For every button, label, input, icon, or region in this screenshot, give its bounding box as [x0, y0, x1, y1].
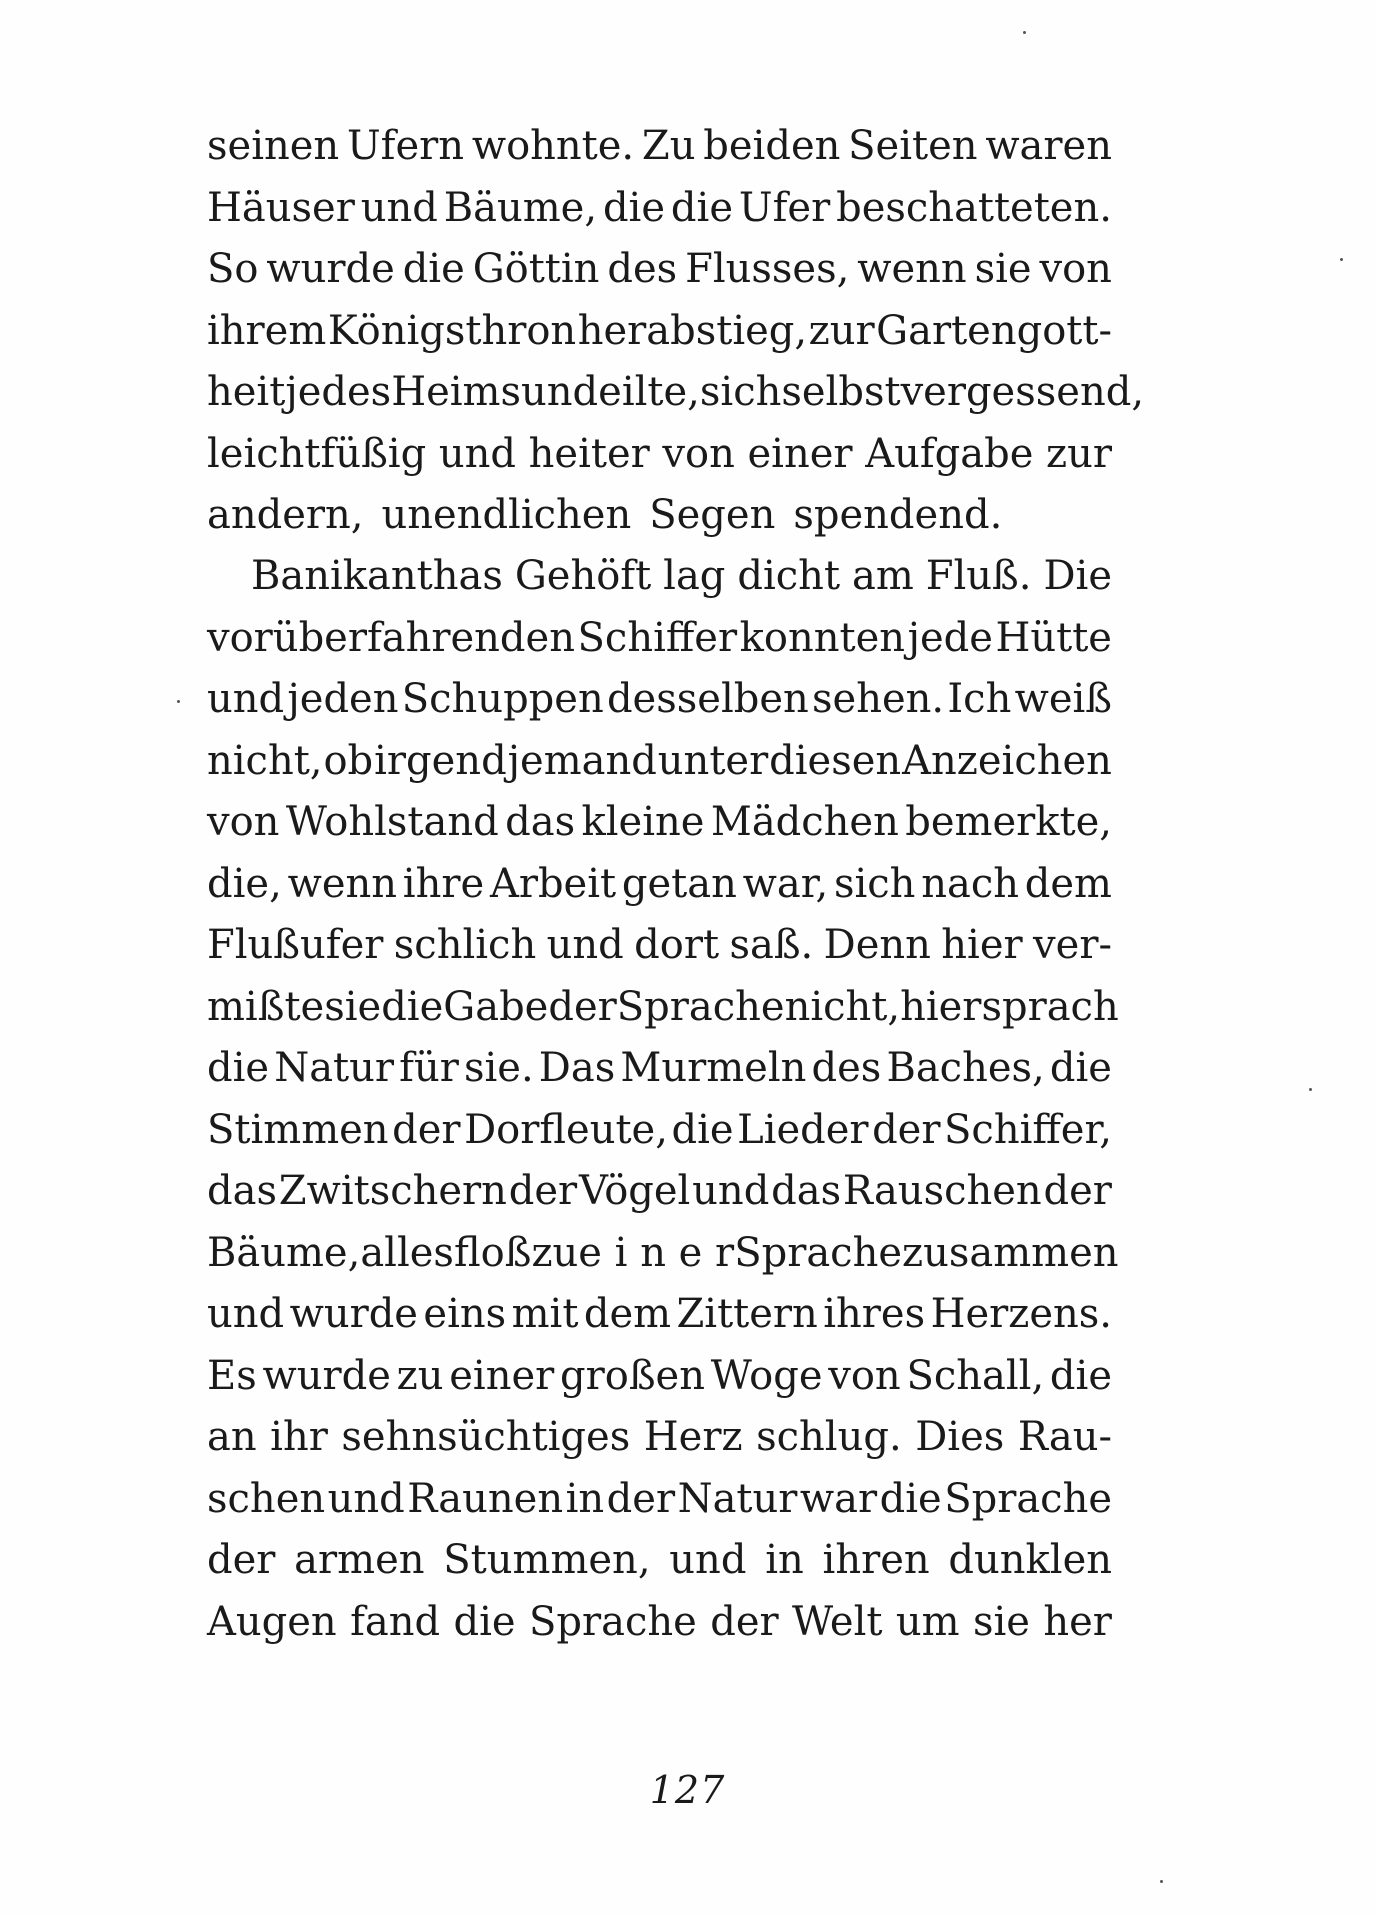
word: Ufer	[738, 184, 831, 231]
word: das	[505, 799, 576, 845]
word: sich	[699, 369, 782, 415]
word: Stummen,	[443, 1537, 651, 1583]
word: Ufern	[346, 123, 465, 169]
word: Mädchen	[710, 799, 899, 845]
text-line	[207, 424, 1112, 486]
word: in	[765, 1537, 804, 1583]
word: und	[207, 676, 285, 722]
text-line	[207, 239, 1112, 301]
word: desselben	[606, 676, 809, 722]
word: vorüberfahrenden	[207, 614, 575, 661]
word: ihre	[402, 860, 485, 907]
paper-speck-icon	[1160, 1880, 1163, 1883]
word: und	[521, 369, 599, 415]
word: Es	[207, 1352, 257, 1399]
word: ihren	[822, 1537, 930, 1583]
word: zu	[531, 1229, 579, 1276]
word: wurde	[289, 1291, 418, 1337]
word: beiden	[703, 123, 841, 169]
word: heiter	[528, 430, 650, 477]
word: die	[670, 184, 733, 231]
word: waren	[985, 123, 1112, 169]
word: floß	[453, 1229, 532, 1276]
word: und	[327, 1475, 405, 1522]
word: Ich	[947, 676, 1012, 722]
word: Gabe	[443, 983, 549, 1030]
word: unter	[657, 737, 769, 784]
word: Aufgabe	[865, 430, 1034, 477]
word: sprach	[981, 983, 1119, 1030]
word: alles	[360, 1229, 454, 1276]
word: in	[565, 1475, 605, 1522]
word: beschatteten.	[836, 184, 1112, 231]
word: zu	[396, 1352, 444, 1399]
word: jedes	[285, 369, 392, 415]
word: Murmeln	[620, 1045, 807, 1091]
word: herabstieg,	[577, 307, 808, 354]
word: Hütte	[995, 614, 1112, 661]
word: Rauschen	[842, 1168, 1042, 1214]
word: andern,	[207, 492, 364, 538]
word: dunklen	[948, 1537, 1112, 1583]
word: wurde	[266, 246, 395, 292]
word: ver-	[1033, 922, 1112, 968]
text-line	[207, 731, 1112, 793]
word: der	[508, 1168, 578, 1214]
word: Lieder	[737, 1106, 869, 1153]
word: zur	[1046, 430, 1112, 477]
text-line	[207, 792, 1112, 854]
word: und	[692, 1168, 770, 1214]
word: ihrem	[207, 307, 327, 354]
word: Rau-	[1017, 1414, 1112, 1460]
word: Vögel	[578, 1168, 691, 1214]
word: Zittern	[676, 1291, 818, 1337]
page-number: 127	[649, 1768, 726, 1812]
word: Flusses,	[685, 246, 850, 292]
word: wurde	[262, 1352, 391, 1399]
word: der	[392, 1106, 461, 1153]
word: selbst	[781, 369, 901, 415]
word: Bäume,	[207, 1229, 361, 1276]
word: um	[895, 1598, 960, 1645]
word: So	[207, 246, 259, 292]
word: Königsthron	[327, 307, 577, 354]
word: lag	[663, 553, 726, 599]
text-line	[207, 1223, 1119, 1285]
word: konnten	[739, 614, 906, 661]
word: von	[1039, 246, 1112, 292]
word: Sprache	[734, 1229, 902, 1276]
word: sie	[974, 246, 1032, 292]
word: e i n e r	[578, 1229, 735, 1276]
word: die	[402, 246, 465, 292]
text-line	[207, 116, 1112, 178]
text-line	[207, 301, 1112, 363]
word: sich	[833, 860, 916, 907]
word: weiß	[1014, 676, 1112, 722]
word: wenn	[857, 246, 967, 292]
word: unendlichen	[381, 492, 632, 538]
word: Dorfleute,	[464, 1106, 668, 1153]
word: Natur	[677, 1475, 798, 1522]
word: Gehöft	[514, 553, 652, 599]
word: und	[360, 184, 438, 231]
word: und	[669, 1537, 747, 1583]
word: der	[207, 1537, 276, 1583]
word: Natur	[274, 1045, 395, 1091]
word: von	[828, 1352, 901, 1399]
word: einer	[747, 430, 853, 477]
text-line	[207, 1407, 1112, 1469]
text-line	[207, 608, 1112, 670]
word: getan	[621, 860, 737, 907]
word: dicht	[737, 553, 841, 599]
word: heit	[207, 369, 286, 415]
word: sie.	[463, 1045, 534, 1091]
word: nicht,	[207, 737, 323, 784]
word: ob	[323, 737, 374, 784]
paragraph-1	[207, 116, 1145, 547]
word: schlich	[393, 922, 537, 968]
word: Anzeichen	[902, 737, 1112, 784]
word: Wohlstand	[285, 799, 499, 845]
word: sehnsüchtiges	[341, 1414, 631, 1460]
word: eins	[423, 1291, 507, 1337]
text-line	[207, 1530, 1112, 1592]
word: die	[602, 184, 666, 231]
word: sehen.	[812, 676, 945, 722]
text-line	[207, 178, 1112, 240]
paper-speck-icon	[1340, 258, 1343, 261]
word: mit	[511, 1291, 579, 1337]
word: dem	[1024, 860, 1112, 907]
paragraph-2	[207, 546, 1119, 1653]
word: Das	[538, 1045, 616, 1091]
word: Schuppen	[401, 676, 604, 722]
word: Herzens.	[930, 1291, 1112, 1337]
word: schen	[207, 1475, 326, 1522]
word: dem	[583, 1291, 672, 1337]
word: zur	[808, 307, 875, 354]
paper-speck-icon	[1309, 1088, 1312, 1091]
word: ihr	[270, 1414, 328, 1460]
word: Häuser	[207, 184, 355, 231]
word: Schall,	[906, 1352, 1045, 1399]
word: Bäume,	[443, 184, 598, 231]
word: Fluß.	[925, 553, 1032, 599]
word: der	[872, 1106, 941, 1153]
word: sie	[324, 983, 382, 1030]
word: Sprache	[944, 1475, 1112, 1522]
text-line	[207, 1469, 1112, 1531]
word: Sprache	[616, 983, 785, 1030]
word: seinen	[207, 123, 340, 169]
word: jeden	[287, 676, 399, 722]
word: die,	[207, 860, 282, 907]
word: Schiffer	[577, 614, 738, 661]
word: einer	[449, 1352, 555, 1399]
text-line	[207, 669, 1112, 731]
text-line	[207, 1161, 1112, 1223]
word: Seiten	[848, 123, 978, 169]
text-line	[207, 915, 1112, 977]
word: bemerkte,	[905, 799, 1112, 845]
word: armen	[294, 1537, 425, 1583]
word: der	[548, 983, 617, 1030]
word: die	[879, 1475, 942, 1522]
word: jede	[907, 614, 993, 661]
text-line	[207, 977, 1119, 1039]
word: spendend.	[793, 492, 1003, 538]
word: Zwitschern	[278, 1168, 507, 1214]
word: Baches,	[886, 1045, 1045, 1091]
word: Segen	[649, 492, 776, 538]
word: das	[207, 1168, 277, 1214]
text-line	[207, 546, 1112, 608]
word: mißte	[207, 983, 325, 1030]
word: eilte,	[598, 369, 700, 415]
word: Schiffer,	[944, 1106, 1112, 1153]
word: jemand	[507, 737, 657, 784]
word: von	[662, 430, 735, 477]
text-line	[207, 1592, 1112, 1654]
word: sie	[972, 1598, 1030, 1645]
word: Sprache	[529, 1598, 697, 1645]
word: diesen	[769, 737, 902, 784]
text-line	[207, 1346, 1112, 1408]
word: Zu	[641, 123, 696, 169]
word: der	[710, 1598, 779, 1645]
word: hier	[941, 922, 1023, 968]
word: saß.	[729, 922, 814, 968]
text-line	[207, 1038, 1112, 1100]
word: der	[606, 1475, 676, 1522]
word: Göttin	[472, 246, 600, 292]
word: her	[1043, 1598, 1112, 1645]
word: die	[453, 1598, 516, 1645]
word: Stimmen	[207, 1106, 389, 1153]
word: leichtfüßig	[207, 430, 427, 477]
text-line	[207, 1284, 1112, 1346]
word: die	[381, 983, 444, 1030]
word: von	[207, 799, 280, 845]
word: irgend	[374, 737, 507, 784]
paper-speck-icon	[1023, 31, 1026, 34]
word: vergessend,	[900, 369, 1145, 415]
word: am	[851, 553, 914, 599]
word: schlug.	[756, 1414, 902, 1460]
word: Raunen	[407, 1475, 564, 1522]
word: Dies	[915, 1414, 1005, 1460]
word: und	[438, 430, 516, 477]
word: war,	[742, 860, 829, 907]
word: nach	[921, 860, 1019, 907]
text-line	[207, 362, 1145, 424]
word: der	[1043, 1168, 1112, 1214]
word: Augen	[207, 1598, 337, 1645]
word: fand	[350, 1598, 441, 1645]
word: wohnte.	[471, 123, 635, 169]
word: Woge	[710, 1352, 823, 1399]
word: dort	[634, 922, 720, 968]
word: nicht,	[784, 983, 901, 1030]
word: großen	[560, 1352, 705, 1399]
text-line	[207, 854, 1112, 916]
word: Gartengott-	[876, 307, 1112, 354]
word: wenn	[287, 860, 398, 907]
word: ihres	[823, 1291, 926, 1337]
word: des	[607, 246, 678, 292]
word: Die	[1043, 553, 1112, 599]
word: Arbeit	[489, 860, 617, 907]
word: die	[207, 1045, 270, 1091]
word: das	[771, 1168, 842, 1214]
text-line	[207, 485, 1112, 547]
word: war	[799, 1475, 878, 1522]
text-line	[207, 1100, 1112, 1162]
word: und	[207, 1291, 285, 1337]
word: Denn	[823, 922, 931, 968]
word: hier	[900, 983, 982, 1030]
word: Herz	[643, 1414, 743, 1460]
word: Flußufer	[207, 922, 384, 968]
word: die	[1049, 1045, 1112, 1091]
word: Heims	[391, 369, 522, 415]
word: an	[207, 1414, 257, 1460]
paper-speck-icon	[177, 700, 180, 703]
word: für	[399, 1045, 459, 1091]
word: zusammen	[902, 1229, 1119, 1276]
word: Welt	[792, 1598, 883, 1645]
word: des	[811, 1045, 882, 1091]
word: und	[546, 922, 624, 968]
word: kleine	[581, 799, 705, 845]
word: die	[671, 1106, 734, 1153]
word: Banikanthas	[251, 553, 503, 599]
word: die	[1049, 1352, 1112, 1399]
